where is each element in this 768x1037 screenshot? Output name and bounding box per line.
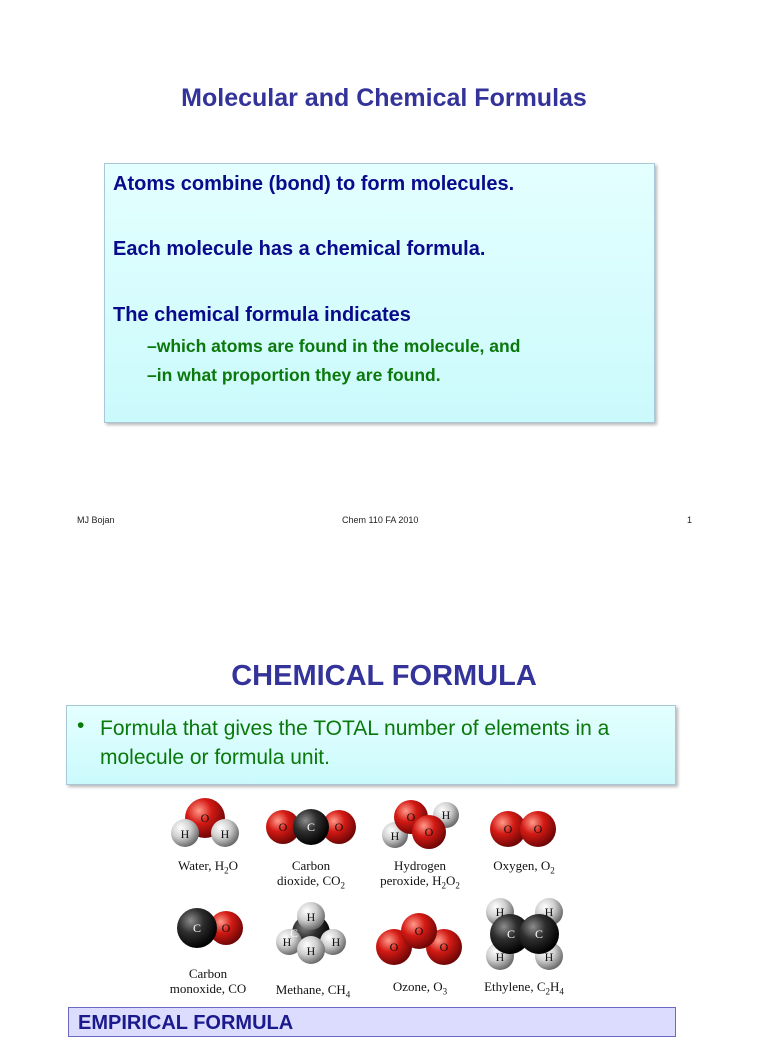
- svg-text:O: O: [200, 811, 210, 825]
- footer-author: MJ Bojan: [77, 515, 115, 525]
- svg-text:H: H: [390, 829, 400, 843]
- slide1-line-1: Atoms combine (bond) to form molecules.: [113, 173, 515, 195]
- carbon-dioxide-model-icon: [266, 809, 356, 845]
- svg-text:H: H: [306, 910, 316, 924]
- caption-ozone: Ozone, $O_3$: [392, 979, 448, 997]
- caption-methane: Methane, $CH_4$: [275, 982, 351, 1000]
- oxygen-model-icon: [490, 811, 556, 847]
- carbon-monoxide-model-icon: [177, 908, 243, 948]
- water-model-icon: [171, 798, 239, 847]
- svg-text:O: O: [439, 940, 449, 954]
- ozone-model-icon: [376, 913, 462, 965]
- svg-text:H: H: [282, 935, 292, 949]
- svg-text:O: O: [406, 810, 416, 824]
- footer-page-number: 1: [687, 515, 693, 525]
- svg-text:O: O: [221, 921, 231, 935]
- svg-text:H: H: [544, 950, 554, 964]
- svg-text:C: C: [534, 927, 544, 941]
- caption-oxygen: Oxygen, $O_2$: [493, 858, 555, 876]
- svg-text:H: H: [220, 827, 230, 841]
- caption-water: Water, $H_2O$: [178, 858, 238, 876]
- svg-text:O: O: [389, 940, 399, 954]
- svg-text:O: O: [334, 820, 344, 834]
- svg-text:H: H: [331, 935, 341, 949]
- slide1-title: Molecular and Chemical Formulas: [181, 84, 587, 112]
- hydrogen-peroxide-model-icon: [382, 800, 459, 849]
- slide3-title: EMPIRICAL FORMULA: [78, 1012, 294, 1034]
- slide1-subline-2: –in what proportion they are found.: [147, 365, 441, 385]
- svg-text:H: H: [306, 944, 316, 958]
- svg-text:H: H: [441, 808, 451, 822]
- svg-text:C: C: [289, 926, 299, 940]
- caption-carbon-dioxide: Carbon dioxide, $CO_2$: [276, 858, 346, 891]
- svg-text:H: H: [495, 950, 505, 964]
- slide1-line-3: The chemical formula indicates: [113, 304, 411, 326]
- slide3-title-box: [68, 1007, 676, 1037]
- footer-course: Chem 110 FA 2010: [342, 515, 419, 525]
- svg-text:H: H: [495, 905, 505, 919]
- methane-model-icon: [276, 902, 346, 964]
- svg-text:H: H: [180, 827, 190, 841]
- ethylene-model-icon: [486, 898, 563, 970]
- svg-text:C: C: [506, 927, 516, 941]
- caption-ethylene: Ethylene, $C_2H_4$: [484, 979, 564, 997]
- svg-text:O: O: [533, 822, 543, 836]
- slide2-bullet-text: Formula that gives the TOTAL number of elements in a molecule or formula unit.: [100, 717, 610, 769]
- bullet-icon: •: [77, 714, 85, 737]
- svg-text:O: O: [414, 924, 424, 938]
- svg-text:O: O: [503, 822, 513, 836]
- svg-text:C: C: [306, 820, 316, 834]
- caption-hydrogen-peroxide: Hydrogen peroxide, $H_2O_2$: [380, 858, 460, 891]
- slide1-subline-1: –which atoms are found in the molecule, and: [147, 336, 521, 356]
- svg-text:O: O: [424, 825, 434, 839]
- svg-text:C: C: [192, 921, 202, 935]
- slide1-line-2: Each molecule has a chemical formula.: [113, 238, 486, 260]
- svg-text:O: O: [278, 820, 288, 834]
- caption-carbon-monoxide: Carbon monoxide, CO: [169, 966, 247, 996]
- slide2-title: CHEMICAL FORMULA: [231, 660, 537, 692]
- svg-text:H: H: [544, 905, 554, 919]
